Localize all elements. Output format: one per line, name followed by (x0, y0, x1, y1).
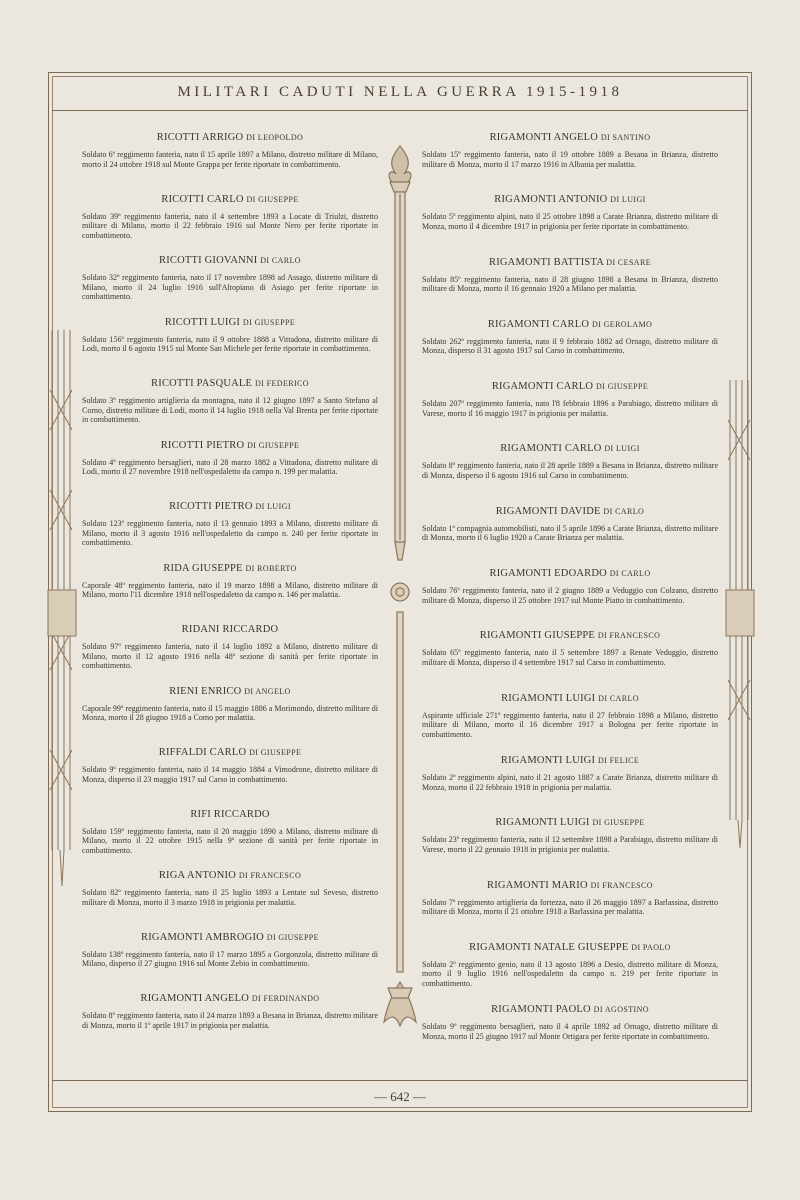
record-entry (420, 257, 720, 319)
father-name: DI GEROLAMO (591, 319, 653, 329)
record-entry (80, 255, 380, 317)
soldier-name: RIENI ENRICO (169, 685, 242, 697)
soldier-name: RIGAMONTI NATALE GIUSEPPE (469, 941, 629, 953)
father-name: DI FERDINANDO (251, 994, 320, 1003)
father-name: DI LUIGI (255, 502, 291, 511)
soldier-name: RIGAMONTI CARLO (500, 443, 602, 455)
record-name (420, 817, 720, 828)
soldier-name: RIGAMONTI LUIGI (500, 754, 596, 766)
record-entry (80, 932, 380, 994)
record-name (420, 381, 720, 392)
right-fasces-ornament-icon (716, 380, 760, 850)
record-description: Soldato 39º reggimento fanteria, nato il 4 settembre 1893 a Locate di Triulzi, distretto militare di Milano, morto il 22 febbraio 1916 sul Monte Nero per ferite riportate in combattimento. (82, 211, 378, 240)
record-description: Soldato 8º reggimento fanteria, nato il 24 marzo 1893 a Besana in Brianza, distretto militare di Monza, morto il 1º aprile 1917 in prigionia per malattia. (82, 1011, 378, 1030)
record-description: Soldato 23º reggimento fanteria, nato il 12 settembre 1898 a Parabiago, distretto militare di Varese, morto il 22 gennaio 1918 in prigionia per malattia. (422, 835, 718, 854)
record-name (80, 747, 380, 758)
record-name (80, 255, 380, 266)
record-name (420, 506, 720, 517)
record-description: Soldato 85º reggimento fanteria, nato il 28 giugno 1898 a Besana in Brianza, distretto militare di Monza, morto il 16 gennaio 1920 a Milano per malattia. (422, 274, 718, 294)
record-entry (420, 194, 720, 256)
father-name: DI GIUSEPPE (249, 748, 302, 757)
record-entry (80, 809, 380, 871)
soldier-name: RIGAMONTI PAOLO (491, 1004, 591, 1016)
record-name (80, 932, 380, 943)
record-name (80, 870, 380, 881)
record-description: Soldato 156º reggimento fanteria, nato il 9 ottobre 1888 a Vittadona, distretto militare di Lodi, morto il 6 agosto 1915 sul Monte San Michele per ferite riportate in combattimento. (82, 334, 378, 354)
left-fasces-ornament-icon (40, 330, 84, 890)
record-name (80, 317, 380, 328)
record-description: Aspirante ufficiale 271º reggimento fanteria, nato il 27 febbraio 1898 a Milano, distretto militare di Milano, morto il 16 dicembre 1917 a Bologna per ferite riportate in combattimento. (422, 710, 718, 739)
father-name: DI GIUSEPPE (242, 317, 296, 327)
record-name (80, 993, 380, 1004)
father-name: DI GIUSEPPE (592, 818, 645, 828)
record-name (420, 755, 720, 766)
page-number: — 642 — (374, 1089, 426, 1104)
page-title: MILITARI CADUTI NELLA GUERRA 1915-1918 (177, 84, 623, 100)
record-entry (80, 686, 380, 748)
record-description: Soldato 65º reggimento fanteria, nato il 5 settembre 1897 a Renate Veduggio, distretto militare di Monza, disperso il 4 settembre 1917 sul Carso in combattimento. (422, 648, 718, 667)
record-entry (80, 747, 380, 809)
record-name (420, 630, 720, 641)
record-entry (80, 993, 380, 1055)
record-entry (420, 880, 720, 942)
soldier-name: RIGAMONTI LUIGI (501, 692, 596, 704)
soldier-name: RIGAMONTI CARLO (487, 318, 590, 330)
record-name (420, 1004, 720, 1015)
record-entry (420, 443, 720, 505)
record-entry (420, 693, 720, 755)
record-name (420, 568, 720, 579)
record-entry (420, 381, 720, 443)
record-name (80, 563, 380, 574)
record-name (80, 132, 380, 143)
right-column (420, 132, 720, 1066)
record-name (80, 440, 380, 451)
record-entry (420, 817, 720, 879)
soldier-name: RIGAMONTI LUIGI (495, 817, 590, 829)
father-name: DI CARLO (598, 693, 639, 703)
record-description: Soldato 32º reggimento fanteria, nato il 17 novembre 1898 ad Assago, distretto militare di Milano, morto il 24 luglio 1916 sull'Altopiano di Asiago per ferite riportate in combattimento. (82, 273, 378, 302)
record-name (80, 686, 380, 697)
father-name: DI GIUSEPPE (266, 932, 319, 942)
record-description: Caporale 48º reggimento fanteria, nato il 19 marzo 1898 a Milano, distretto militare di Milano, morto l'11 dicembre 1918 nell'ospedaletto da campo n. 146 per malattia. (82, 580, 378, 600)
record-entry (80, 194, 380, 256)
soldier-name: RIGAMONTI EDOARDO (489, 568, 607, 580)
record-description: Soldato 97º reggimento fanteria, nato il 14 luglio 1892 a Milano, distretto militare di Milano, morto il 12 agosto 1916 nella 48ª sezione di sanità per ferite riportate in combattimento. (82, 642, 378, 671)
soldier-name: RIGA ANTONIO (158, 870, 236, 881)
father-name: DI FRANCESCO (590, 880, 653, 890)
record-entry (80, 870, 380, 932)
record-name (420, 194, 720, 205)
record-name (80, 501, 380, 512)
soldier-name: RIGAMONTI MARIO (487, 879, 588, 891)
soldier-name: RICOTTI CARLO (161, 193, 244, 205)
father-name: DI FRANCESCO (238, 871, 302, 880)
father-name: DI ANGELO (244, 686, 291, 696)
record-description: Soldato 138º reggimento fanteria, nato il 17 marzo 1895 a Gorgonzola, distretto militare di Milano, disperso il 27 giugno 1916 sul Monte Zebio in combattimento. (82, 949, 378, 969)
soldier-name: RICOTTI PIETRO (169, 501, 253, 512)
record-description: Soldato 3º reggimento artiglieria da montagna, nato il 12 giugno 1897 a Santo Stefano al Corno, distretto militare di Lodi, morto il 14 luglio 1918 nella Val Brenta per ferite riportate in combattimento. (82, 396, 378, 425)
record-description: Soldato 2º reggimento genio, nato il 13 agosto 1896 a Desio, distretto militare di Monza, morto il 9 luglio 1916 nell'ospedaletto da campo n. 219 per ferite riportate in combattimento. (422, 959, 718, 989)
record-description: Soldato 159º reggimento fanteria, nato il 20 maggio 1890 a Milano, distretto militare di Milano, morto il 22 ottobre 1915 nella 9ª sezione di sanità per ferite riportate in combattimento. (82, 826, 378, 855)
soldier-name: RICOTTI PASQUALE (151, 378, 253, 389)
footer-rule (52, 1080, 748, 1081)
soldier-name: RIGAMONTI GIUSEPPE (479, 630, 596, 642)
record-entry (80, 501, 380, 563)
father-name: DI LUIGI (604, 444, 640, 454)
soldier-name: RICOTTI GIOVANNI (159, 255, 258, 266)
left-column (80, 132, 380, 1055)
soldier-name: RIGAMONTI CARLO (491, 381, 594, 393)
father-name: DI PAOLO (631, 942, 671, 952)
record-name (420, 443, 720, 454)
soldier-name: RIGAMONTI BATTISTA (488, 256, 604, 268)
record-entry (420, 755, 720, 817)
father-name: DI CARLO (260, 256, 301, 265)
soldier-name: RIGAMONTI ANGELO (140, 993, 249, 1004)
record-name (420, 880, 720, 891)
header-rule (52, 110, 748, 111)
record-name (80, 809, 380, 820)
record-description: Soldato 7º reggimento artiglieria da fortezza, nato il 26 maggio 1897 a Barlassina, distretto militare di Monza, morto il 21 ottobre 1918 a Barlassina per malattia. (422, 897, 718, 917)
record-entry (80, 378, 380, 440)
father-name: DI AGOSTINO (593, 1005, 649, 1015)
record-name (420, 132, 720, 143)
record-description: Soldato 8º reggimento fanteria, nato il 28 aprile 1889 a Besana in Brianza, distretto militare di Monza, disperso il 6 agosto 1916 sul Carso in combattimento. (422, 461, 718, 481)
father-name: DI GIUSEPPE (247, 440, 300, 450)
father-name: DI CARLO (603, 506, 645, 516)
torch-ornament-icon (378, 142, 422, 1032)
soldier-name: RIGAMONTI ANTONIO (494, 194, 608, 206)
record-name (420, 319, 720, 330)
record-entry (420, 942, 720, 1004)
record-entry (80, 624, 380, 686)
soldier-name: RIDANI RICCARDO (181, 624, 279, 635)
soldier-name: RICOTTI LUIGI (164, 316, 241, 328)
record-name (80, 378, 380, 389)
record-description: Soldato 9º reggimento bersaglieri, nato il 4 aprile 1892 ad Ornago, distretto militare di Monza, morto il 25 giugno 1917 sul Monte Ortigara per ferite riportate in combattimento. (422, 1022, 718, 1041)
record-entry (420, 132, 720, 194)
record-entry (80, 440, 380, 502)
soldier-name: RIGAMONTI ANGELO (489, 132, 599, 143)
father-name: DI FEDERICO (254, 379, 309, 388)
record-description: Soldato 207º reggimento fanteria, nato l'8 febbraio 1896 a Parabiago, distretto militare di Varese, morto il 16 maggio 1917 in prigionia per malattia. (422, 399, 718, 418)
record-description: Soldato 2º reggimento alpini, nato il 21 agosto 1887 a Carate Brianza, distretto militare di Monza, morto il 22 febbraio 1918 in prigionia per malattia. (422, 772, 718, 792)
father-name: DI GIUSEPPE (595, 382, 649, 392)
record-entry (420, 319, 720, 381)
soldier-name: RIGAMONTI DAVIDE (495, 505, 601, 517)
record-entry (420, 568, 720, 630)
father-name: DI CARLO (609, 569, 651, 579)
record-description: Soldato 6º reggimento fanteria, nato il 15 aprile 1897 a Milano, distretto militare di Milano, morto il 24 ottobre 1918 sul Monte Grappa per ferite riportate in combattimento. (82, 150, 378, 169)
record-entry (80, 317, 380, 379)
record-description: Soldato 5º reggimento alpini, nato il 25 ottobre 1898 a Carate Brianza, distretto militare di Monza, morto il 4 dicembre 1917 in prigionia per ferite riportate in combattimento. (422, 212, 718, 231)
record-description: Soldato 1ª compagnia automobilisti, nato il 5 aprile 1896 a Carate Brianza, distretto militare di Monza, morto il 6 luglio 1920 a Carate Brianza per malattia. (422, 523, 718, 543)
soldier-name: RIGAMONTI AMBROGIO (141, 931, 264, 943)
father-name: DI SANTINO (600, 133, 651, 142)
record-name (420, 257, 720, 268)
record-description: Caporale 99º reggimento fanteria, nato il 15 maggio 1886 a Morimondo, distretto militare di Monza, morto il 28 giugno 1918 a Como per malattia. (82, 703, 378, 723)
record-description: Soldato 76º reggimento fanteria, nato il 2 giugno 1889 a Veduggio con Colzano, distretto militare di Monza, disperso il 25 ottobre 1917 sul Monte Piatto in combattimento. (422, 586, 718, 605)
record-entry (80, 132, 380, 194)
father-name: DI ROBERTO (245, 563, 297, 573)
father-name: DI GIUSEPPE (246, 194, 299, 204)
record-name (80, 624, 380, 635)
soldier-name: RIDA GIUSEPPE (163, 562, 243, 574)
record-entry (420, 630, 720, 692)
soldier-name: RICOTTI ARRIGO (156, 132, 244, 143)
record-entry (420, 1004, 720, 1066)
father-name: DI CESARE (606, 257, 651, 267)
father-name: DI FRANCESCO (597, 631, 661, 641)
record-entry (80, 563, 380, 625)
father-name: DI FELICE (597, 755, 640, 765)
soldier-name: RICOTTI PIETRO (160, 439, 245, 451)
father-name: DI LUIGI (610, 195, 646, 205)
record-entry (420, 506, 720, 568)
record-description: Soldato 9º reggimento fanteria, nato il 14 maggio 1884 a Vimodrone, distretto militare di Monza, disperso il 23 maggio 1917 sul Carso in combattimento. (82, 765, 378, 784)
record-description: Soldato 262º reggimento fanteria, nato il 9 febbraio 1882 ad Ornago, distretto militare di Monza, disperso il 31 agosto 1917 sul Carso in combattimento. (422, 336, 718, 356)
record-description: Soldato 123º reggimento fanteria, nato il 13 gennaio 1893 a Milano, distretto militare di Milano, morto il 3 agosto 1916 nell'ospedaletto da campo n. 240 per ferite riportate in combattimento. (82, 519, 378, 548)
soldier-name: RIFI RICCARDO (190, 808, 270, 820)
father-name: DI LEOPOLDO (246, 133, 304, 142)
record-description: Soldato 4º reggimento bersaglieri, nato il 28 marzo 1882 a Vittadona, distretto militare di Lodi, morto il 27 novembre 1918 nell'ospedaletto da campo n. 199 per malattia. (82, 457, 378, 477)
record-description: Soldato 82º reggimento fanteria, nato il 25 luglio 1893 a Lentate sul Seveso, distretto militare di Monza, morto il 3 marzo 1918 in prigionia per malattia. (82, 888, 378, 907)
record-name (80, 194, 380, 205)
record-name (420, 942, 720, 953)
record-name (420, 693, 720, 704)
record-description: Soldato 15º reggimento fanteria, nato il 19 ottobre 1889 a Besana in Brianza, distretto militare di Monza, morto il 17 marzo 1916 in Albania per malattia. (422, 150, 718, 169)
soldier-name: RIFFALDI CARLO (158, 747, 247, 758)
